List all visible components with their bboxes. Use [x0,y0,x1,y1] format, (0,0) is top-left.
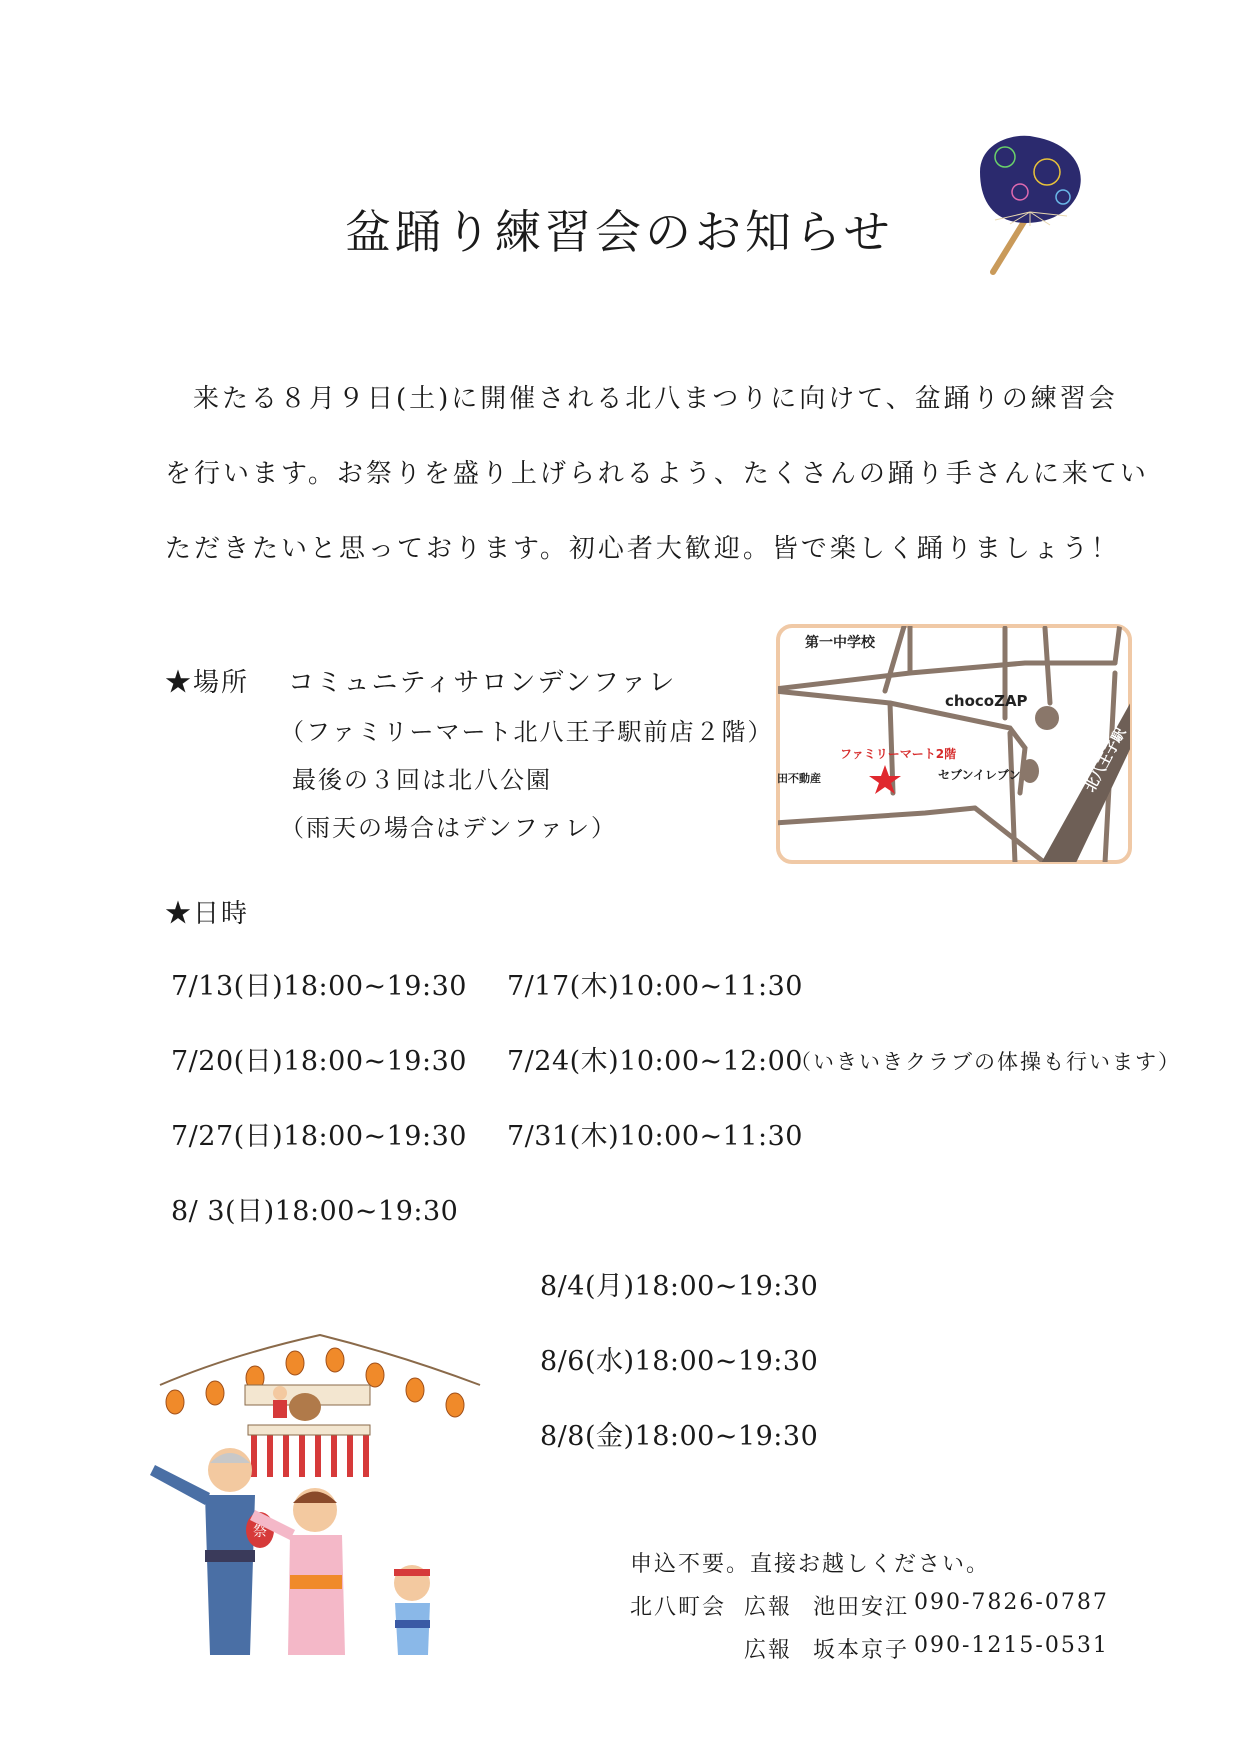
footer-org: 北八町会 [630,1595,727,1620]
map-label-station: 北八王子駅 [1082,725,1130,795]
uchiwa-fireworks-icon [975,132,1085,277]
contact-role: 広報 [744,1638,793,1663]
location-last-three: 最後の３回は北八公園 [292,766,552,794]
bon-odori-illustration [130,1325,490,1680]
intro-line-2: を行います。お祭りを盛り上げられるよう、たくさんの踊り手さんに来てい [165,459,1149,489]
schedule-thursday-item: 7/31(木)10:00~11:30 [507,1121,803,1152]
location-detail: （ファミリーマート北八王子駅前店２階） [280,718,774,746]
map-label-realestate: 田不動産 [777,772,821,785]
map-label-seveneleven: セブンイレブン [938,768,1021,782]
contact-name: 坂本京子 [813,1638,910,1663]
map-label-familymart: ファミリーマート2階 [840,747,957,761]
location-map [775,623,1133,865]
schedule-sunday-item: 7/13(日)18:00~19:30 [171,971,467,1002]
contact-phone: 090-7826-0787 [914,1590,1109,1615]
schedule-heading: ★日時 [165,899,250,929]
location-heading: ★場所 [165,668,250,698]
schedule-thursday-item: 7/17(木)10:00~11:30 [507,971,803,1002]
schedule-thursday-item: 7/24(木)10:00~12:00 [507,1046,803,1077]
intro-line-1: 来たる８月９日(土)に開催される北八まつりに向けて、盆踊りの練習会 [193,384,1118,414]
schedule-sunday-item: 7/20(日)18:00~19:30 [171,1046,467,1077]
schedule-sunday-item: 8/ 3(日)18:00~19:30 [171,1196,459,1227]
schedule-sunday-item: 7/27(日)18:00~19:30 [171,1121,467,1152]
schedule-august-item: 8/6(水)18:00~19:30 [540,1346,819,1377]
contact-name: 池田安江 [813,1595,910,1620]
page-title: 盆踊り練習会のお知らせ [345,205,894,259]
footer-notice: 申込不要。直接お越しください。 [630,1552,991,1577]
schedule-august-item: 8/8(金)18:00~19:30 [540,1421,819,1452]
map-label-school: 第一中学校 [805,635,875,651]
contact-role: 広報 [744,1595,793,1620]
location-rain: （雨天の場合はデンファレ） [280,814,618,842]
location-venue: コミュニティサロンデンファレ [288,668,677,698]
map-label-chocozap: chocoZAP [945,692,1028,710]
intro-line-3: ただきたいと思っております。初心者大歓迎。皆で楽しく踊りましょう！ [165,534,1120,564]
schedule-august-item: 8/4(月)18:00~19:30 [540,1271,819,1302]
schedule-thursday-note: （いきいきクラブの体操も行います） [790,1050,1181,1074]
fan-festival-char: 祭 [253,1524,267,1540]
contact-phone: 090-1215-0531 [914,1633,1109,1658]
